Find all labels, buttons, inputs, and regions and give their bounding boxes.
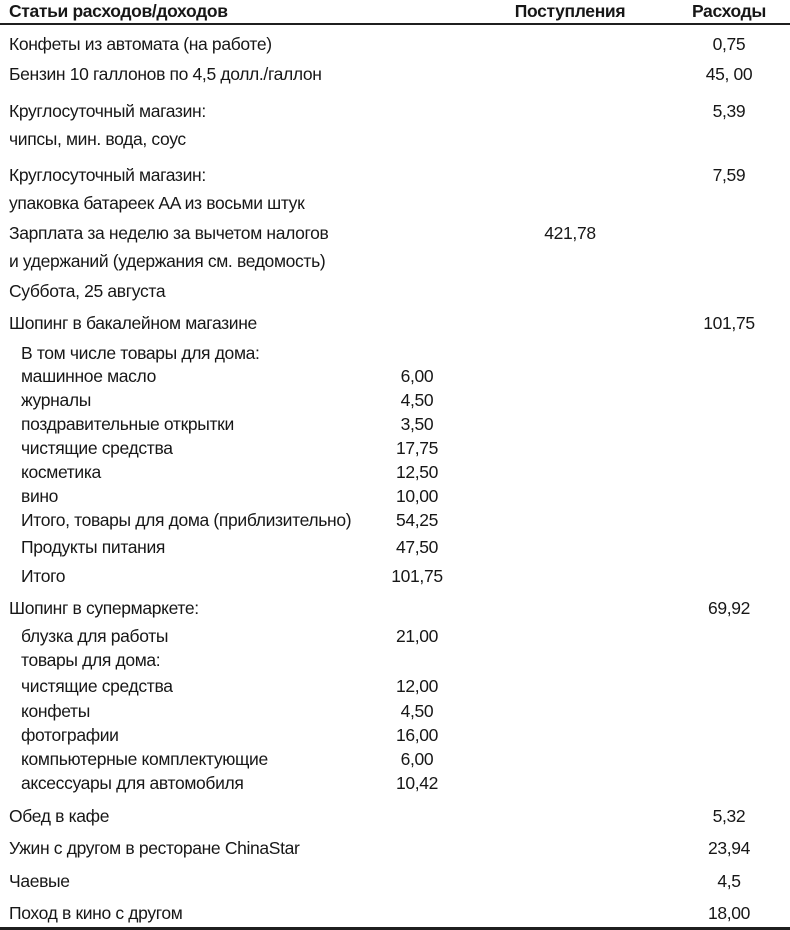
table-row xyxy=(0,703,790,720)
subitem-amount: 6,00 xyxy=(400,749,434,769)
row-label: аксессуары для автомобиля xyxy=(21,773,244,793)
row-label: Зарплата за неделю за вычетом налогов xyxy=(9,223,329,243)
table-row xyxy=(0,464,790,481)
row-label: компьютерные комплектующие xyxy=(21,749,268,769)
subitem-amount: 4,50 xyxy=(400,390,434,410)
table-row xyxy=(0,315,790,332)
row-label: Круглосуточный магазин: xyxy=(9,101,206,121)
row-label: чистящие средства xyxy=(21,438,173,458)
expense-amount: 23,94 xyxy=(707,838,751,858)
row-label: фотографии xyxy=(21,725,119,745)
table-row xyxy=(0,873,790,890)
table-row xyxy=(0,103,790,148)
row-label: блузка для работы xyxy=(21,626,169,646)
row-label: Конфеты из автомата (на работе) xyxy=(9,34,272,54)
row-sublabel: упаковка батареек AA из восьми штук xyxy=(9,193,305,213)
date-label: Суббота, 25 августа xyxy=(9,281,166,301)
table-row xyxy=(0,66,790,83)
subitem-amount: 12,50 xyxy=(395,462,439,482)
table-row xyxy=(0,488,790,505)
expense-amount: 69,92 xyxy=(707,598,751,618)
table-row xyxy=(0,840,790,857)
row-sublabel: чипсы, мин. вода, соус xyxy=(9,129,186,149)
row-label: чистящие средства xyxy=(21,676,173,696)
row-label: Шопинг в супермаркете: xyxy=(9,598,199,618)
table-row xyxy=(0,345,790,362)
table-row xyxy=(0,727,790,744)
expense-amount: 5,39 xyxy=(712,101,746,121)
row-label: Продукты питания xyxy=(21,537,166,557)
table-row xyxy=(0,440,790,457)
row-label: журналы xyxy=(21,390,91,410)
row-label: машинное масло xyxy=(21,366,156,386)
subitem-amount: 12,00 xyxy=(395,676,439,696)
table-row xyxy=(0,600,790,617)
expense-amount: 5,32 xyxy=(712,806,746,826)
table-row xyxy=(0,36,790,53)
row-label: вино xyxy=(21,486,59,506)
table-row xyxy=(0,905,790,922)
date-row xyxy=(0,283,790,300)
subitem-amount: 16,00 xyxy=(395,725,439,745)
table-row xyxy=(0,808,790,825)
table-row xyxy=(0,368,790,385)
column-header-items: Статьи расходов/доходов xyxy=(9,1,228,21)
row-label: косметика xyxy=(21,462,101,482)
row-label: Итого xyxy=(21,566,66,586)
table-row xyxy=(0,392,790,409)
expense-amount: 18,00 xyxy=(707,903,751,923)
row-label: Чаевые xyxy=(9,871,70,891)
table-row xyxy=(0,652,790,669)
row-label: конфеты xyxy=(21,701,90,721)
table-row xyxy=(0,225,790,270)
expense-amount: 0,75 xyxy=(712,34,746,54)
income-amount: 421,78 xyxy=(544,223,596,243)
subitem-amount: 101,75 xyxy=(391,566,443,586)
table-row xyxy=(0,512,790,529)
table-row xyxy=(0,568,790,585)
row-label: Бензин 10 галлонов по 4,5 долл./галлон xyxy=(9,64,322,84)
subitem-amount: 54,25 xyxy=(395,510,439,530)
row-label: В том числе товары для дома: xyxy=(21,343,260,363)
table-row xyxy=(0,539,790,556)
subitem-amount: 21,00 xyxy=(395,626,439,646)
table-row xyxy=(0,678,790,695)
expense-amount: 101,75 xyxy=(703,313,755,333)
subitem-amount: 4,50 xyxy=(400,701,434,721)
row-label: поздравительные открытки xyxy=(21,414,234,434)
row-label: Обед в кафе xyxy=(9,806,110,826)
row-label: товары для дома: xyxy=(21,650,161,670)
subitem-amount: 3,50 xyxy=(400,414,434,434)
table-row xyxy=(0,416,790,433)
subitem-amount: 10,00 xyxy=(395,486,439,506)
expense-amount: 45, 00 xyxy=(705,64,753,84)
row-label: Итого, товары для дома (приблизительно) xyxy=(21,510,352,530)
column-header-expenses: Расходы xyxy=(691,1,767,21)
subitem-amount: 10,42 xyxy=(395,773,439,793)
row-label: Шопинг в бакалейном магазине xyxy=(9,313,257,333)
row-label: Круглосуточный магазин: xyxy=(9,165,206,185)
table-row xyxy=(0,751,790,768)
row-label: Ужин с другом в ресторане ChinaStar xyxy=(9,838,300,858)
table-row xyxy=(0,628,790,645)
subitem-amount: 47,50 xyxy=(395,537,439,557)
expense-amount: 7,59 xyxy=(712,165,746,185)
row-sublabel: и удержаний (удержания см. ведомость) xyxy=(9,251,326,271)
row-label: Поход в кино с другом xyxy=(9,903,183,923)
table-row xyxy=(0,167,790,212)
column-header-income: Поступления xyxy=(514,1,626,21)
expense-amount: 4,5 xyxy=(717,871,741,891)
subitem-amount: 17,75 xyxy=(395,438,439,458)
subitem-amount: 6,00 xyxy=(400,366,434,386)
table-row xyxy=(0,775,790,792)
